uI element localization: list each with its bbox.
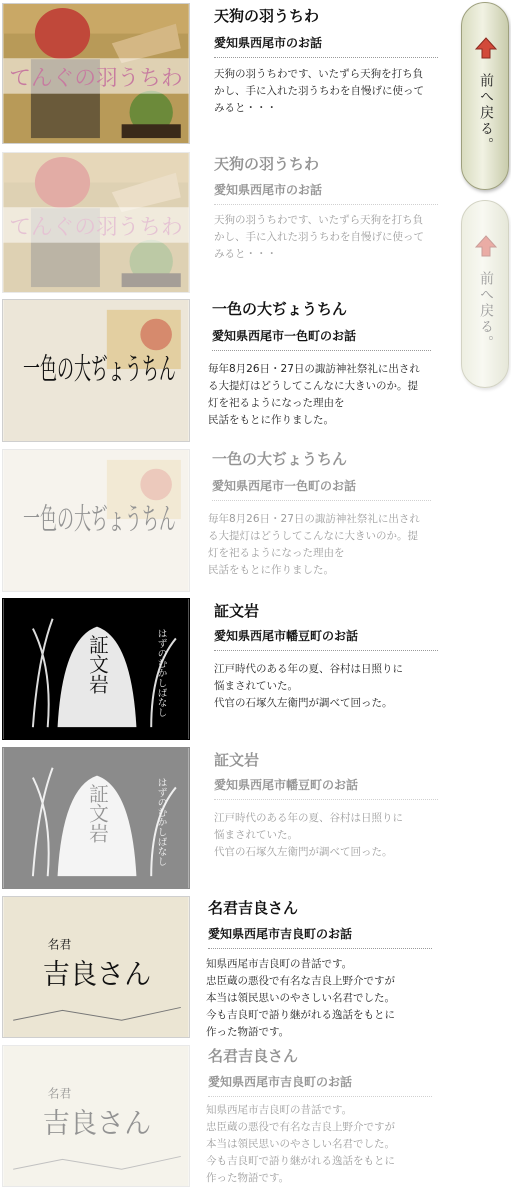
story-subtitle: 愛知県西尾市幡豆町のお話: [214, 627, 438, 651]
story-subtitle: 愛知県西尾市一色町のお話: [212, 477, 431, 501]
tengu-illustration: [3, 153, 189, 292]
thumb-title-text: 一色の大ぢょうちん: [23, 501, 176, 536]
thumb-title-text: 証文岩: [85, 783, 109, 843]
story-subtitle: 愛知県西尾市吉良町のお話: [208, 1073, 432, 1097]
thumb-small-text: 名君: [47, 937, 72, 952]
story-subtitle: 愛知県西尾市のお話: [214, 34, 438, 58]
story-description: 江戸時代のある年の夏、谷村は日照りに 悩まされていた。 代官の石塚久左衛門が調べて回った。: [214, 663, 403, 709]
story-title[interactable]: 一色の大ぢょうちん: [212, 450, 348, 468]
story-card-kira-hover[interactable]: [0, 1043, 455, 1190]
thumb-side-text: はずのむかしばなし: [155, 628, 167, 718]
story-thumbnail-kira-hover[interactable]: [2, 1045, 190, 1187]
tengu-illustration: [3, 4, 189, 143]
story-title[interactable]: 証文岩: [214, 751, 260, 769]
thumb-title-text: 一色の大ぢょうちん: [23, 351, 176, 386]
story-card-tengu-hover[interactable]: [0, 150, 455, 298]
back-button-label: 前へ戻る。: [478, 271, 494, 351]
story-card-shomon-hover[interactable]: [0, 746, 455, 894]
kira-illustration: [3, 1046, 189, 1186]
lantern-illustration: [3, 300, 189, 441]
story-subtitle: 愛知県西尾市幡豆町のお話: [214, 776, 438, 800]
back-button-label: 前へ戻る。: [478, 73, 494, 153]
thumb-side-text: はずのむかしばなし: [155, 777, 167, 867]
story-thumbnail-tengu-hover[interactable]: [2, 152, 190, 293]
thumb-title-text: てんぐの羽うちわ: [9, 65, 183, 91]
thumb-title-text: 証文岩: [85, 634, 109, 694]
story-card-isshiki[interactable]: [0, 298, 455, 446]
story-description: 天狗の羽うちわです、いたずら天狗を打ち負 かし、手に入れた羽うちわを自慢げに使って みると・・・: [214, 214, 424, 260]
up-arrow-icon: [475, 235, 497, 257]
story-subtitle: 愛知県西尾市のお話: [214, 181, 438, 205]
thumb-title-text: 吉良さん: [42, 1106, 152, 1140]
story-thumbnail-isshiki-hover[interactable]: [2, 449, 190, 592]
story-thumbnail-isshiki[interactable]: [2, 299, 190, 442]
story-subtitle: 愛知県西尾市吉良町のお話: [208, 925, 432, 949]
story-title[interactable]: 天狗の羽うちわ: [214, 7, 320, 25]
story-thumbnail-shomon[interactable]: [2, 598, 190, 740]
story-description: 知県西尾市吉良町の昔話です。 忠臣蔵の悪役で有名な吉良上野介ですが 本当は領民思いのやさしい名君でした。 今も吉良町で語り継がれる逸話をもとに 作った物語です。: [206, 1104, 395, 1184]
story-description: 江戸時代のある年の夏、谷村は日照りに 悩まされていた。 代官の石塚久左衛門が調べて回った。: [214, 812, 403, 858]
story-title[interactable]: 天狗の羽うちわ: [214, 155, 320, 173]
story-description: 知県西尾市吉良町の昔話です。 忠臣蔵の悪役で有名な吉良上野介ですが 本当は領民思いのやさしい名君でした。 今も吉良町で語り継がれる逸話をもとに 作った物語です。: [206, 958, 395, 1038]
story-card-shomon[interactable]: [0, 597, 455, 745]
thumb-title-text: 吉良さん: [42, 957, 152, 991]
story-description: 毎年8月26日・27日の諏訪神社祭礼に出され る大提灯はどうしてこんなに大きいのか。提 灯を祀るようになった理由を 民話をもとに作りました。: [208, 513, 420, 576]
story-card-kira[interactable]: [0, 895, 455, 1043]
lantern-illustration: [3, 450, 189, 591]
story-description: 毎年8月26日・27日の諏訪神社祭礼に出され る大提灯はどうしてこんなに大きいのか。提 灯を祀るようになった理由を 民話をもとに作りました。: [208, 363, 420, 426]
story-title[interactable]: 名君吉良さん: [208, 899, 299, 917]
story-thumbnail-shomon-hover[interactable]: [2, 747, 190, 889]
rock-illustration: [3, 599, 189, 739]
story-description: 天狗の羽うちわです、いたずら天狗を打ち負 かし、手に入れた羽うちわを自慢げに使って みると・・・: [214, 68, 424, 114]
story-card-isshiki-hover[interactable]: [0, 448, 455, 596]
thumb-title-text: てんぐの羽うちわ: [9, 214, 183, 240]
story-title[interactable]: 証文岩: [214, 602, 260, 620]
up-arrow-icon: [475, 37, 497, 59]
rock-illustration: [3, 748, 189, 888]
story-card-tengu[interactable]: [0, 0, 455, 148]
kira-illustration: [3, 897, 189, 1037]
story-title[interactable]: 一色の大ぢょうちん: [212, 300, 348, 318]
story-title[interactable]: 名君吉良さん: [208, 1047, 299, 1065]
thumb-small-text: 名君: [47, 1086, 72, 1101]
story-thumbnail-tengu[interactable]: [2, 3, 190, 144]
back-button-hover[interactable]: [461, 200, 509, 388]
back-button[interactable]: [461, 2, 509, 190]
story-subtitle: 愛知県西尾市一色町のお話: [212, 327, 431, 351]
story-thumbnail-kira[interactable]: [2, 896, 190, 1038]
